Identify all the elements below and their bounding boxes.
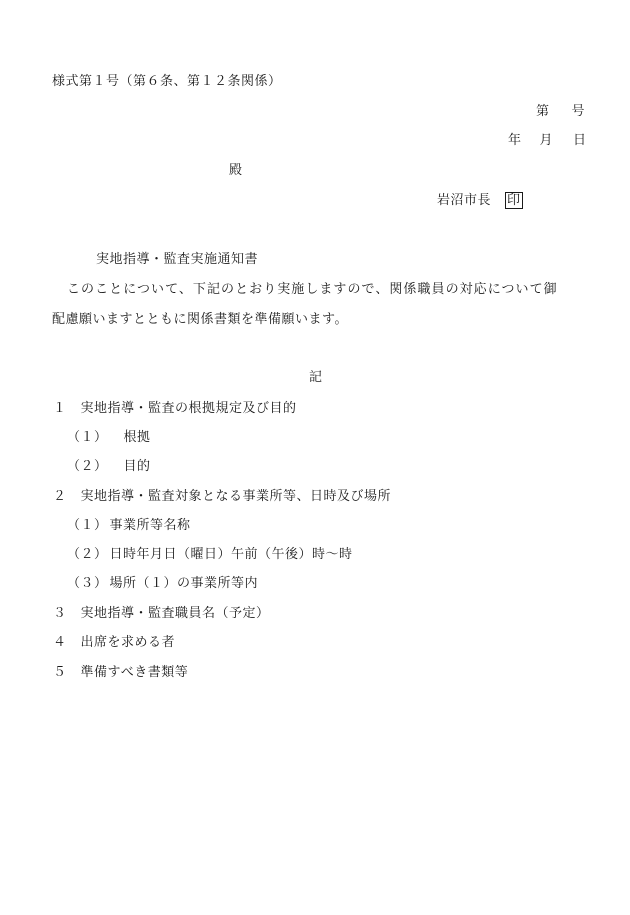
- date-year: 年: [508, 133, 522, 148]
- item-text: 日時年月日（曜日）午前（午後）時～時: [109, 547, 353, 562]
- item-number: ３: [53, 606, 67, 621]
- item-number: （３）: [67, 576, 108, 591]
- item-number: （１）: [67, 518, 108, 533]
- item-2-3: [67, 576, 258, 592]
- item-number: １: [53, 401, 67, 416]
- body-line-1: このことについて、下記のとおり実施しますので、関係職員の対応について御: [67, 282, 558, 297]
- item-1-1: [67, 430, 151, 446]
- item-text: 出席を求める者: [80, 635, 176, 650]
- item-1-2: [67, 459, 151, 475]
- item-text: 場所（１）の事業所等内: [109, 576, 259, 591]
- date-month: 月: [539, 133, 554, 148]
- item-4: [53, 635, 175, 651]
- date-line: [508, 133, 587, 149]
- ki-heading: 記: [309, 370, 323, 385]
- item-text: 根拠: [123, 430, 151, 445]
- item-5: [53, 665, 188, 681]
- item-1: [53, 401, 297, 417]
- item-number: ５: [53, 665, 67, 680]
- addressee-suffix: 殿: [229, 163, 243, 178]
- number-gou: 号: [571, 104, 586, 119]
- seal-stamp: 印: [507, 193, 521, 208]
- item-text: 実地指導・監査の根拠規定及び目的: [80, 401, 297, 416]
- date-day: 日: [573, 133, 587, 148]
- item-number: （１）: [67, 430, 108, 445]
- item-2: [53, 489, 391, 505]
- number-dai: 第: [536, 104, 550, 119]
- document-title: 実地指導・監査実施通知書: [96, 252, 259, 267]
- item-text: 実地指導・監査職員名（予定）: [80, 606, 270, 621]
- item-2-1: [67, 518, 191, 534]
- item-text: 実地指導・監査対象となる事業所等、日時及び場所: [80, 489, 392, 504]
- item-number: ２: [53, 489, 67, 504]
- item-text: 目的: [123, 459, 151, 474]
- item-number: ４: [53, 635, 67, 650]
- item-text: 準備すべき書類等: [80, 665, 189, 680]
- body-line-2: 配慮願いますとともに関係書類を準備願います。: [52, 312, 348, 327]
- issuer-name: 岩沼市長: [437, 193, 492, 208]
- item-3: [53, 606, 270, 622]
- item-number: （２）: [67, 547, 108, 562]
- issuer: [437, 192, 523, 209]
- item-number: （２）: [67, 459, 108, 474]
- item-text: 事業所等名称: [109, 518, 191, 533]
- item-2-2: [67, 547, 353, 563]
- form-label: 様式第１号（第６条、第１２条関係）: [52, 74, 282, 89]
- document-number-line: [536, 104, 585, 120]
